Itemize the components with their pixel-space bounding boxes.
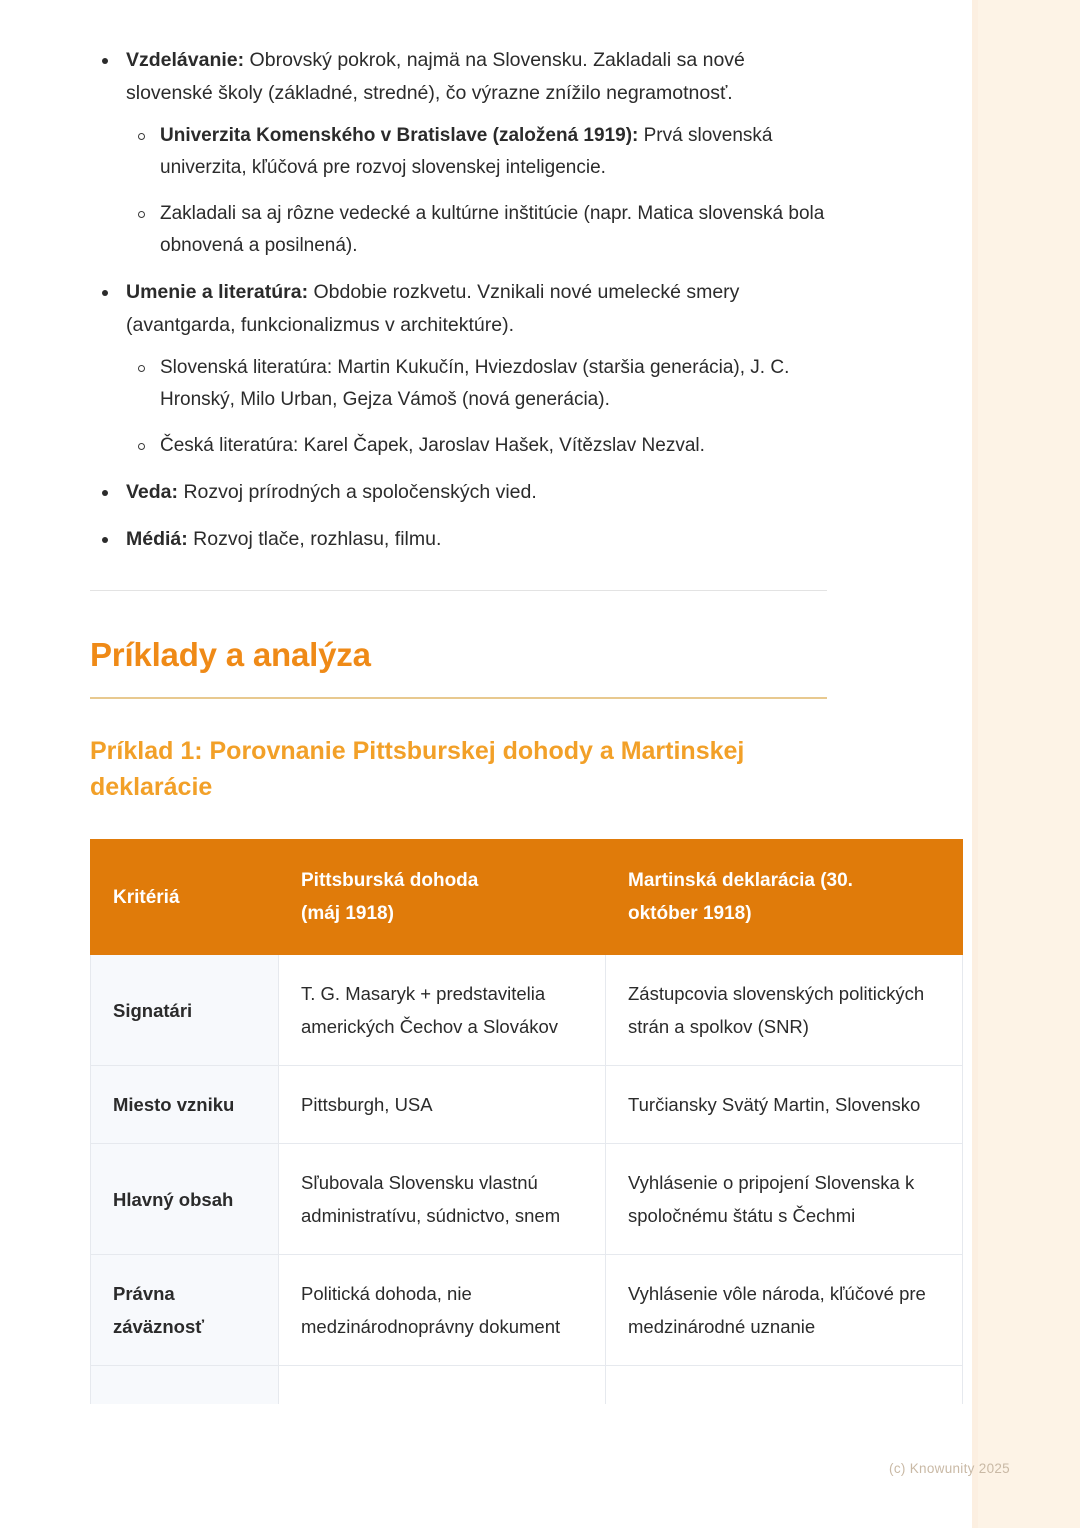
table-row-key (91, 1366, 279, 1405)
list-item (90, 276, 830, 462)
table-row-key: Miesto vzniku (91, 1066, 279, 1144)
table-body (91, 955, 963, 1405)
table-header-row (91, 840, 963, 955)
bullet-lead: Umenie a literatúra: (126, 281, 309, 303)
sub-bullet-text: Česká literatúra: Karel Čapek, Jaroslav Hašek, Vítězslav Nezval. (160, 435, 705, 456)
sub-bullet-text: Zakladali sa aj rôzne vedecké a kultúrne inštitúcie (napr. Matica slovenská bola obnovená a posilnená). (160, 203, 825, 256)
bullet-text: Rozvoj prírodných a spoločenských vied. (178, 481, 537, 503)
bullet-lead: Vzdelávanie: (126, 49, 245, 71)
table-cell: Sľubovala Slovensku vlastnú administratívu, súdnictvo, snem (279, 1144, 606, 1255)
table-cell: Zástupcovia slovenských politických strán a spolkov (SNR) (606, 955, 963, 1066)
table-cell: Turčiansky Svätý Martin, Slovensko (606, 1066, 963, 1144)
table-row-key: Signatári (91, 955, 279, 1066)
list-item (126, 120, 830, 184)
list-item (126, 430, 830, 462)
table-row-partial (91, 1366, 963, 1405)
table-row (91, 1255, 963, 1366)
sub-bullet-lead: Univerzita Komenského v Bratislave (založená 1919): (160, 125, 639, 146)
bullet-lead: Veda: (126, 481, 179, 503)
sub-bullet-list (126, 352, 830, 462)
topic-bullet-list (90, 44, 830, 556)
list-item (126, 198, 830, 262)
table-cell: Pittsburgh, USA (279, 1066, 606, 1144)
title-underline (90, 697, 827, 699)
header-line-1: Martinská deklarácia (30. (628, 870, 853, 891)
bullet-text: Obrovský pokrok, najmä na Slovensku. Zakladali sa nové slovenské školy (základné, stredné), čo výrazne znížilo negramotnosť. (126, 49, 745, 104)
table-row (91, 1066, 963, 1144)
table-row (91, 1144, 963, 1255)
header-line-2: (máj 1918) (301, 903, 394, 924)
subsection-title: Príklad 1: Porovnanie Pittsburskej dohody a Martinskej deklarácie (90, 737, 745, 801)
bullet-text: Obdobie rozkvetu. Vznikali nové umelecké smery (avantgarda, funkcionalizmus v architektúre). (126, 281, 740, 336)
table-header-cell (279, 840, 606, 955)
table-cell: Vyhlásenie o pripojení Slovenska k spoločnému štátu s Čechmi (606, 1144, 963, 1255)
sub-bullet-text: Prvá slovenská univerzita, kľúčová pre rozvoj slovenskej inteligencie. (160, 125, 773, 178)
header-line-1: Pittsburská dohoda (301, 870, 479, 891)
header-line-2: október 1918) (628, 903, 752, 924)
bullet-lead: Médiá: (126, 528, 188, 550)
table-header-cell (606, 840, 963, 955)
table-row-key: Právna záväznosť (91, 1255, 279, 1366)
table-head (91, 840, 963, 955)
table-row-key: Hlavný obsah (91, 1144, 279, 1255)
list-item (90, 44, 830, 262)
list-item (90, 523, 830, 556)
section-divider (90, 590, 827, 591)
table-header-cell: Kritériá (91, 840, 279, 955)
page-title: Príklady a analýza (90, 636, 371, 673)
table-cell (606, 1366, 963, 1405)
table-cell: Politická dohoda, nie medzinárodnoprávny dokument (279, 1255, 606, 1366)
comparison-table (90, 839, 963, 1404)
table-cell: Vyhlásenie vôle národa, kľúčové pre medzinárodné uznanie (606, 1255, 963, 1366)
sub-bullet-text: Slovenská literatúra: Martin Kukučín, Hviezdoslav (staršia generácia), J. C. Hronský, Milo Urban, Gejza Vámoš (nová generácia). (160, 357, 790, 410)
table-cell (279, 1366, 606, 1405)
bullet-text: Rozvoj tlače, rozhlasu, filmu. (187, 528, 442, 550)
table-row (91, 955, 963, 1066)
sub-bullet-list (126, 120, 830, 262)
watermark: (c) Knowunity 2025 (889, 1461, 1010, 1476)
list-item (126, 352, 830, 416)
table-cell: T. G. Masaryk + predstavitelia amerických Čechov a Slovákov (279, 955, 606, 1066)
list-item (90, 476, 830, 509)
